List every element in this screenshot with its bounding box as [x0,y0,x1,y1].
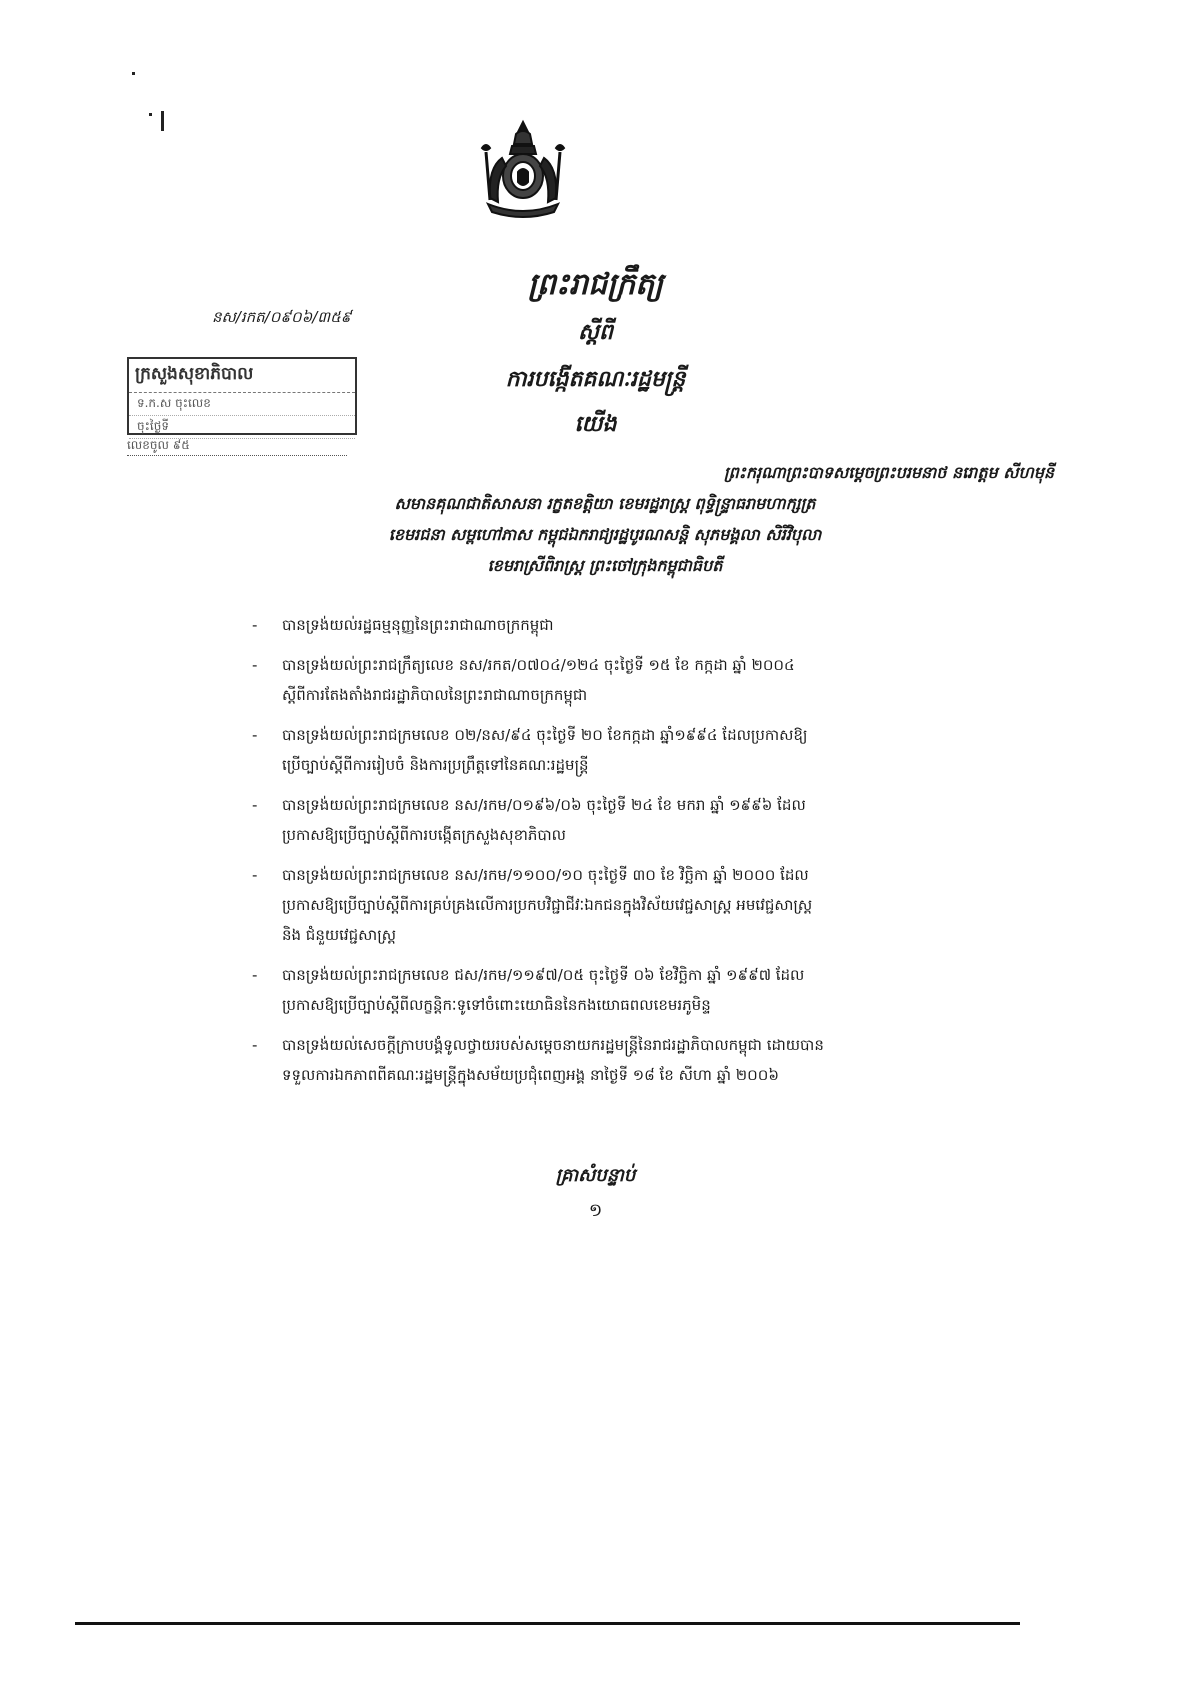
clause-line: បានទ្រង់យល់ព្រះរាជក្រមលេខ ជស/រកម/១១៩៧/០៥ ចុះថ្ងៃទី ០៦ ខែវិច្ឆិកា ឆ្នាំ ១៩៩៧ ដែល [282,966,805,984]
royal-coat-of-arms-emblem [468,118,578,220]
clause-dash: - [252,726,258,744]
scan-speck [149,113,152,116]
clause-line: និង ជំនួយវេជ្ជសាស្ត្រ [282,926,396,944]
clause-line: ទទួលការឯកភាពពីគណៈរដ្ឋមន្ត្រីក្នុងសម័យប្រជុំពេញអង្គ នាថ្ងៃទី ១៨ ខែ សីហា ឆ្នាំ ២០០៦ [282,1066,779,1084]
royal-title-line: ខេមរជនា សម្ពហៅភាស កម្ពុជឯករាជ្យរដ្ឋបូរណសន្តិ សុភមង្គលា សិរីវិបុលា [388,525,822,544]
stamp-title: ក្រសួងសុខាភិបាល [129,359,355,393]
clause-line: បានទ្រង់យល់ព្រះរាជក្រឹត្យលេខ នស/រកត/០៧០៤/១២៤ ចុះថ្ងៃទី ១៥ ខែ កក្កដា ឆ្នាំ ២០០៤ [282,656,795,674]
ministry-receiving-stamp [127,357,357,435]
continued-note: គ្រាសំបន្ទាប់ [555,1165,636,1186]
clause-dash: - [252,796,258,814]
royal-title-line: ព្រះករុណាព្រះបាទសម្តេចព្រះបរមនាថ នរោត្តម សីហមុនី [723,463,1054,482]
scan-speck [132,72,135,75]
clause-dash: - [252,866,258,884]
clause-item [252,1030,952,1090]
bottom-rule [75,1622,1020,1625]
stamp-line: ចុះថ្ងៃទី [129,416,355,439]
clause-line: ប្រកាសឱ្យប្រើច្បាប់ស្តីពីការគ្រប់គ្រងលើការប្រកបវិជ្ជាជីវៈឯកជនក្នុងវិស័យវេជ្ជសាស្ត្រ អមវេជ្ជសាស្ត្រ [282,896,813,914]
clause-line: ប្រកាសឱ្យប្រើច្បាប់ស្តីពីការបង្កើតក្រសួងសុខាភិបាល [282,826,566,844]
clause-item [252,960,952,1020]
clause-dash: - [252,616,258,634]
subject-label: ស្តីពី [578,319,613,345]
clause-dash: - [252,656,258,674]
considering-clauses [252,610,952,1100]
clause-line: បានទ្រង់យល់រដ្ឋធម្មនុញ្ញនៃព្រះរាជាណាចក្រកម្ពុជា [282,616,554,634]
decree-title: ព្រះរាជក្រឹត្យ [527,267,664,302]
clause-line: បានទ្រង់យល់ព្រះរាជក្រមលេខ ០២/នស/៩៤ ចុះថ្ងៃទី ២០ ខែកក្កដា ឆ្នាំ១៩៩៤ ដែលប្រកាសឱ្យ [282,726,808,744]
stamp-line: ទ.ក.ស ចុះលេខ [129,393,355,416]
clause-line: ស្តីពីការតែងតាំងរាជរដ្ឋាភិបាលនៃព្រះរាជាណាចក្រកម្ពុជា [282,686,588,704]
decree-subject: ការបង្កើតគណៈរដ្ឋមន្ត្រី [505,366,686,392]
clause-dash: - [252,966,258,984]
royal-title-block [140,457,1070,581]
stamp-entry-number: លេខចូល ៩៥ [127,437,347,456]
clause-item [252,610,952,640]
royal-title-line: ខេមរាស្រីពិរាស្ត្រ ព្រះចៅក្រុងកម្ពុជាធិបតី [487,556,723,575]
reference-number: នស/រកត/០៩០៦/៣៥៩ [212,308,352,326]
clause-line: បានទ្រង់យល់សេចក្តីក្រាបបង្គំទូលថ្វាយរបស់សម្តេចនាយករដ្ឋមន្ត្រីនៃរាជរដ្ឋាភិបាលកម្ពុជា ដោយបាន [282,1036,824,1054]
clause-line: បានទ្រង់យល់ព្រះរាជក្រមលេខ នស/រកម/០១៩៦/០៦ ចុះថ្ងៃទី ២៤ ខែ មករា ឆ្នាំ ១៩៩៦ ដែល [282,796,806,814]
page-number: ១ [588,1200,603,1221]
royal-title-line: សមានគុណជាតិសាសនា រក្ខតខត្តិយា ខេមរដ្ឋរាស្ត្រ ពុទ្ធិន្ទ្រាធរាមហាក្សត្រ [394,494,816,513]
clause-item [252,860,952,950]
clause-dash: - [252,1036,258,1054]
we-heading: យើង [574,411,617,437]
clause-line: ប្រកាសឱ្យប្រើច្បាប់ស្តីពីលក្ខន្តិកៈទូទៅចំពោះយោធិននៃកងយោធពលខេមរភូមិន្ទ [282,996,711,1014]
clause-line: បានទ្រង់យល់ព្រះរាជក្រមលេខ នស/រកម/១១០០/១០ ចុះថ្ងៃទី ៣០ ខែ វិច្ឆិកា ឆ្នាំ ២០០០ ដែល [282,866,809,884]
clause-item [252,790,952,850]
scan-speck [161,111,164,131]
clause-item [252,650,952,710]
clause-line: ប្រើច្បាប់ស្តីពីការរៀបចំ និងការប្រព្រឹត្តទៅនៃគណៈរដ្ឋមន្ត្រី [282,756,589,774]
clause-item [252,720,952,780]
